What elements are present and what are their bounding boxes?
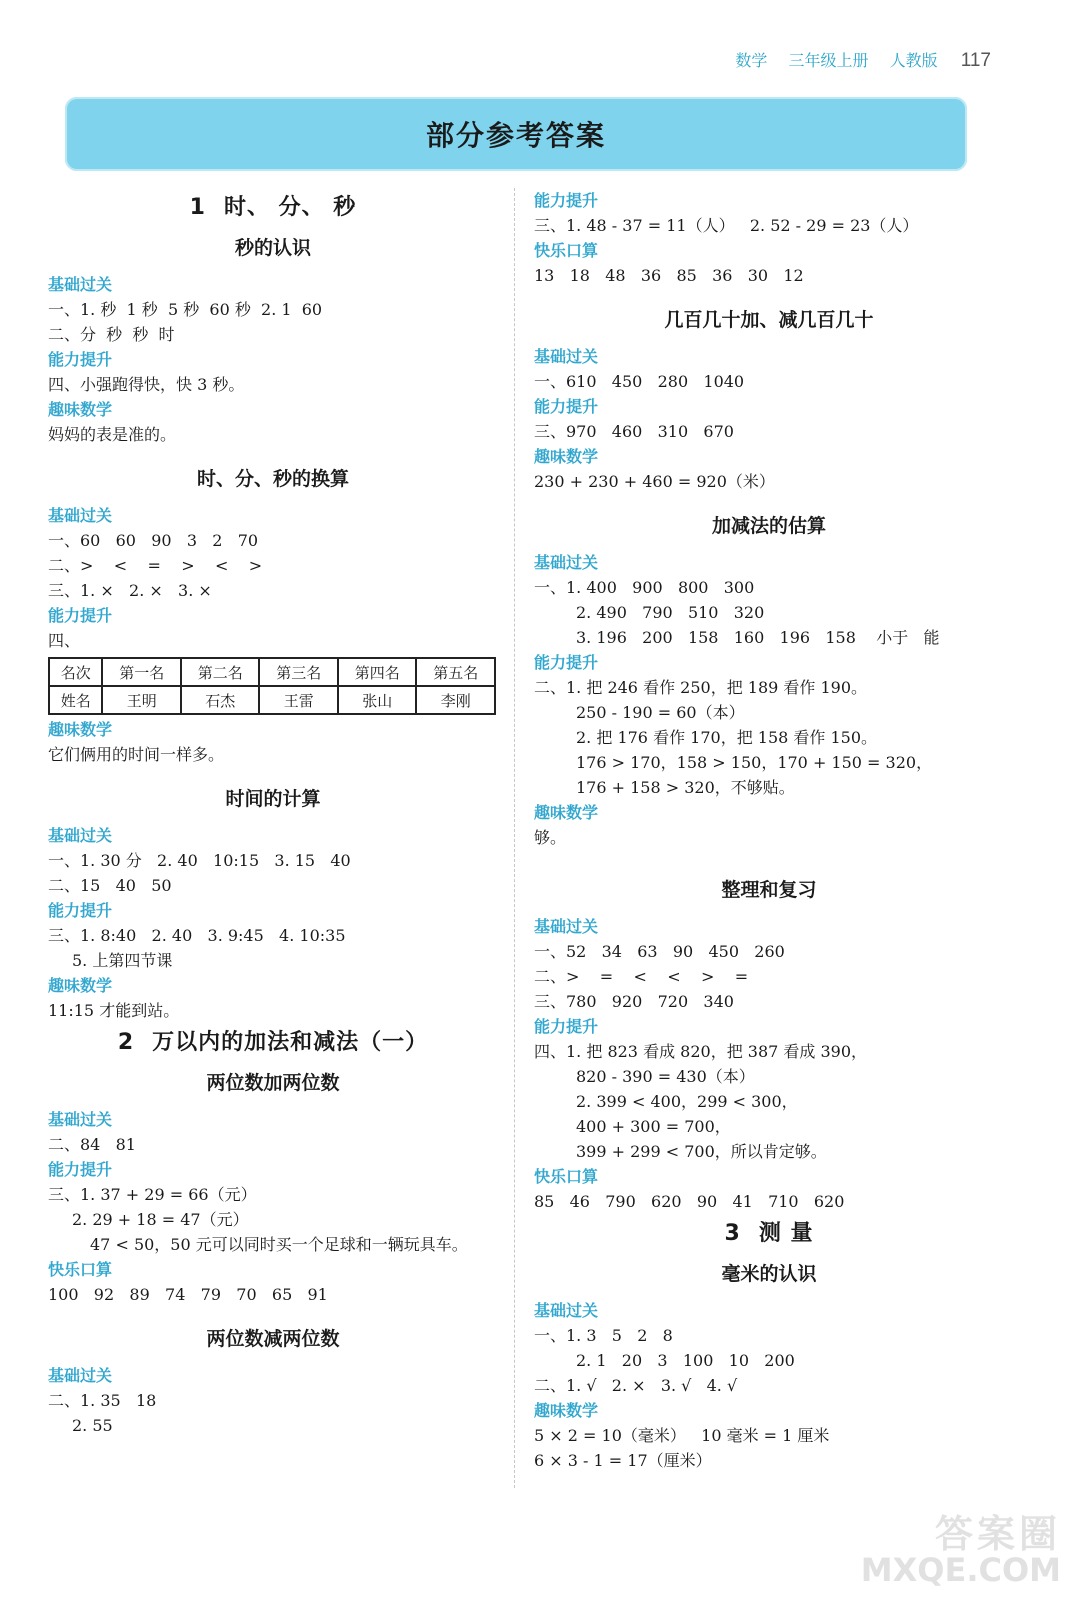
answer-line: 6 × 3 - 1 = 17（厘米） bbox=[534, 1451, 712, 1470]
answer-line: 三、780 920 720 340 bbox=[534, 992, 734, 1011]
table-row bbox=[49, 686, 495, 714]
section-title: 整理和复习 bbox=[721, 879, 817, 901]
answer-line: 400 + 300 = 700， bbox=[576, 1117, 731, 1136]
answer-line: 一、610 450 280 1040 bbox=[534, 372, 745, 391]
section-title: 时间的计算 bbox=[225, 788, 321, 810]
answer-line: 二、> = < < > = bbox=[534, 967, 749, 986]
section-label: 能力提升 bbox=[534, 397, 599, 416]
answer-line: 11:15 才能到站。 bbox=[48, 1001, 180, 1020]
answer-line: 820 - 390 = 430（本） bbox=[576, 1067, 755, 1086]
answer-line: 一、1. 30 分 2. 40 10:15 3. 15 40 bbox=[48, 851, 351, 870]
answer-line: 47 < 50，50 元可以同时买一个足球和一辆玩具车。 bbox=[90, 1235, 468, 1254]
section-label: 基础过关 bbox=[48, 506, 113, 525]
section-label: 基础过关 bbox=[48, 1110, 113, 1129]
column-divider bbox=[514, 188, 515, 1488]
section-label: 基础过关 bbox=[48, 275, 113, 294]
section-label: 能力提升 bbox=[48, 901, 113, 920]
section-label: 能力提升 bbox=[48, 606, 113, 625]
answer-line: 2. 1 20 3 100 10 200 bbox=[576, 1351, 795, 1370]
watermark-logo: 答案圈 MXQE.COM bbox=[860, 1512, 1061, 1589]
answer-line: 三、1. 8:40 2. 40 3. 9:45 4. 10:35 bbox=[48, 926, 346, 945]
answer-line: 一、60 60 90 3 2 70 bbox=[48, 531, 259, 550]
answer-line: 二、> < = > < > bbox=[48, 556, 263, 575]
title-banner bbox=[65, 97, 967, 171]
answer-line: 13 18 48 36 85 36 30 12 bbox=[534, 266, 804, 285]
section-label: 快乐口算 bbox=[534, 1167, 599, 1186]
chapter-heading: 2 万以内的加法和减法（一） bbox=[117, 1030, 429, 1055]
answer-line: 三、1. × 2. × 3. × bbox=[48, 581, 212, 600]
section-title: 秒的认识 bbox=[234, 237, 311, 259]
answer-line: 176 > 170，158 > 150，170 + 150 = 320， bbox=[576, 753, 933, 772]
table-cell: 第五名 bbox=[416, 658, 495, 686]
section-label: 基础过关 bbox=[534, 553, 599, 572]
table-cell: 第二名 bbox=[181, 658, 260, 686]
table-cell: 王明 bbox=[102, 686, 181, 714]
answer-line: 四、 bbox=[48, 631, 81, 650]
answer-line: 一、1. 400 900 800 300 bbox=[534, 578, 755, 597]
answer-line: 三、970 460 310 670 bbox=[534, 422, 734, 441]
section-label: 趣味数学 bbox=[48, 976, 113, 995]
right-column bbox=[534, 188, 1004, 1473]
answer-line: 2. 55 bbox=[72, 1416, 113, 1435]
chapter-heading: 1 时、 分、 秒 bbox=[189, 195, 357, 220]
answer-line: 二、分 秒 秒 时 bbox=[48, 325, 175, 344]
answer-line: 399 + 299 < 700，所以肯定够。 bbox=[576, 1142, 827, 1161]
section-label: 基础过关 bbox=[534, 1301, 599, 1320]
left-column bbox=[48, 188, 498, 1438]
answer-line: 一、1. 3 5 2 8 bbox=[534, 1326, 673, 1345]
answer-line: 二、84 81 bbox=[48, 1135, 136, 1154]
section-label: 基础过关 bbox=[48, 826, 113, 845]
section-label: 趣味数学 bbox=[534, 447, 599, 466]
header-subject: 数学 bbox=[735, 51, 768, 70]
answer-line: 250 - 190 = 60（本） bbox=[576, 703, 745, 722]
answer-line: 5 × 2 = 10（毫米） 10 毫米 = 1 厘米 bbox=[534, 1426, 830, 1445]
answer-line: 二、1. 35 18 bbox=[48, 1391, 157, 1410]
chapter-heading: 3 测 量 bbox=[724, 1221, 814, 1246]
answer-line: 2. 29 + 18 = 47（元） bbox=[72, 1210, 249, 1229]
section-label: 趣味数学 bbox=[48, 720, 113, 739]
section-label: 趣味数学 bbox=[534, 1401, 599, 1420]
answer-line: 四、小强跑得快，快 3 秒。 bbox=[48, 375, 245, 394]
section-label: 能力提升 bbox=[534, 1017, 599, 1036]
section-label: 能力提升 bbox=[534, 653, 599, 672]
answer-line: 2. 把 176 看作 170，把 158 看作 150。 bbox=[576, 728, 878, 747]
answer-line: 176 + 158 > 320，不够贴。 bbox=[576, 778, 795, 797]
section-title: 两位数加两位数 bbox=[206, 1072, 340, 1094]
answer-line: 二、15 40 50 bbox=[48, 876, 172, 895]
section-label: 基础过关 bbox=[48, 1366, 113, 1385]
answer-line: 妈妈的表是准的。 bbox=[48, 425, 177, 444]
section-title: 时、分、秒的换算 bbox=[196, 468, 349, 490]
answer-line: 2. 399 < 400，299 < 300， bbox=[576, 1092, 798, 1111]
header-edition: 人教版 bbox=[889, 51, 938, 70]
section-label: 快乐口算 bbox=[534, 241, 599, 260]
page-title: 部分参考答案 bbox=[425, 119, 606, 152]
answer-line: 100 92 89 74 79 70 65 91 bbox=[48, 1285, 328, 1304]
table-cell: 第一名 bbox=[102, 658, 181, 686]
answer-line: 三、1. 37 + 29 = 66（元） bbox=[48, 1185, 257, 1204]
table-cell: 石杰 bbox=[181, 686, 260, 714]
section-label: 趣味数学 bbox=[48, 400, 113, 419]
table-cell: 第三名 bbox=[259, 658, 338, 686]
ranking-table bbox=[48, 657, 496, 715]
answer-line: 二、1. 把 246 看作 250，把 189 看作 190。 bbox=[534, 678, 868, 697]
answer-line: 四、1. 把 823 看成 820，把 387 看成 390， bbox=[534, 1042, 868, 1061]
answer-line: 230 + 230 + 460 = 920（米） bbox=[534, 472, 775, 491]
page-number: 117 bbox=[960, 50, 991, 71]
page-header bbox=[719, 48, 991, 72]
answer-line: 二、1. √ 2. × 3. √ 4. √ bbox=[534, 1376, 738, 1395]
section-label: 能力提升 bbox=[48, 350, 113, 369]
table-cell: 李刚 bbox=[416, 686, 495, 714]
section-label: 基础过关 bbox=[534, 347, 599, 366]
answer-line: 一、52 34 63 90 450 260 bbox=[534, 942, 785, 961]
section-label: 能力提升 bbox=[534, 191, 599, 210]
table-cell: 张山 bbox=[338, 686, 417, 714]
table-cell: 姓名 bbox=[49, 686, 102, 714]
section-label: 快乐口算 bbox=[48, 1260, 113, 1279]
answer-line: 2. 490 790 510 320 bbox=[576, 603, 765, 622]
section-label: 能力提升 bbox=[48, 1160, 113, 1179]
answer-line: 它们俩用的时间一样多。 bbox=[48, 745, 225, 764]
section-title: 两位数减两位数 bbox=[206, 1328, 340, 1350]
table-cell: 王雷 bbox=[259, 686, 338, 714]
answer-line: 够。 bbox=[534, 828, 567, 847]
section-title: 加减法的估算 bbox=[711, 515, 826, 537]
header-grade: 三年级上册 bbox=[788, 51, 869, 70]
section-title: 几百几十加、减几百几十 bbox=[664, 309, 874, 331]
answer-line: 3. 196 200 158 160 196 158 小于 能 bbox=[576, 628, 940, 647]
section-label: 趣味数学 bbox=[534, 803, 599, 822]
answer-line: 85 46 790 620 90 41 710 620 bbox=[534, 1192, 845, 1211]
answer-line: 三、1. 48 - 37 = 11（人） 2. 52 - 29 = 23（人） bbox=[534, 216, 919, 235]
section-title: 毫米的认识 bbox=[721, 1263, 817, 1285]
section-label: 基础过关 bbox=[534, 917, 599, 936]
table-cell: 第四名 bbox=[338, 658, 417, 686]
answer-line: 5. 上第四节课 bbox=[72, 951, 173, 970]
answer-line: 一、1. 秒 1 秒 5 秒 60 秒 2. 1 60 bbox=[48, 300, 323, 319]
table-row bbox=[49, 658, 495, 686]
table-cell: 名次 bbox=[49, 658, 102, 686]
